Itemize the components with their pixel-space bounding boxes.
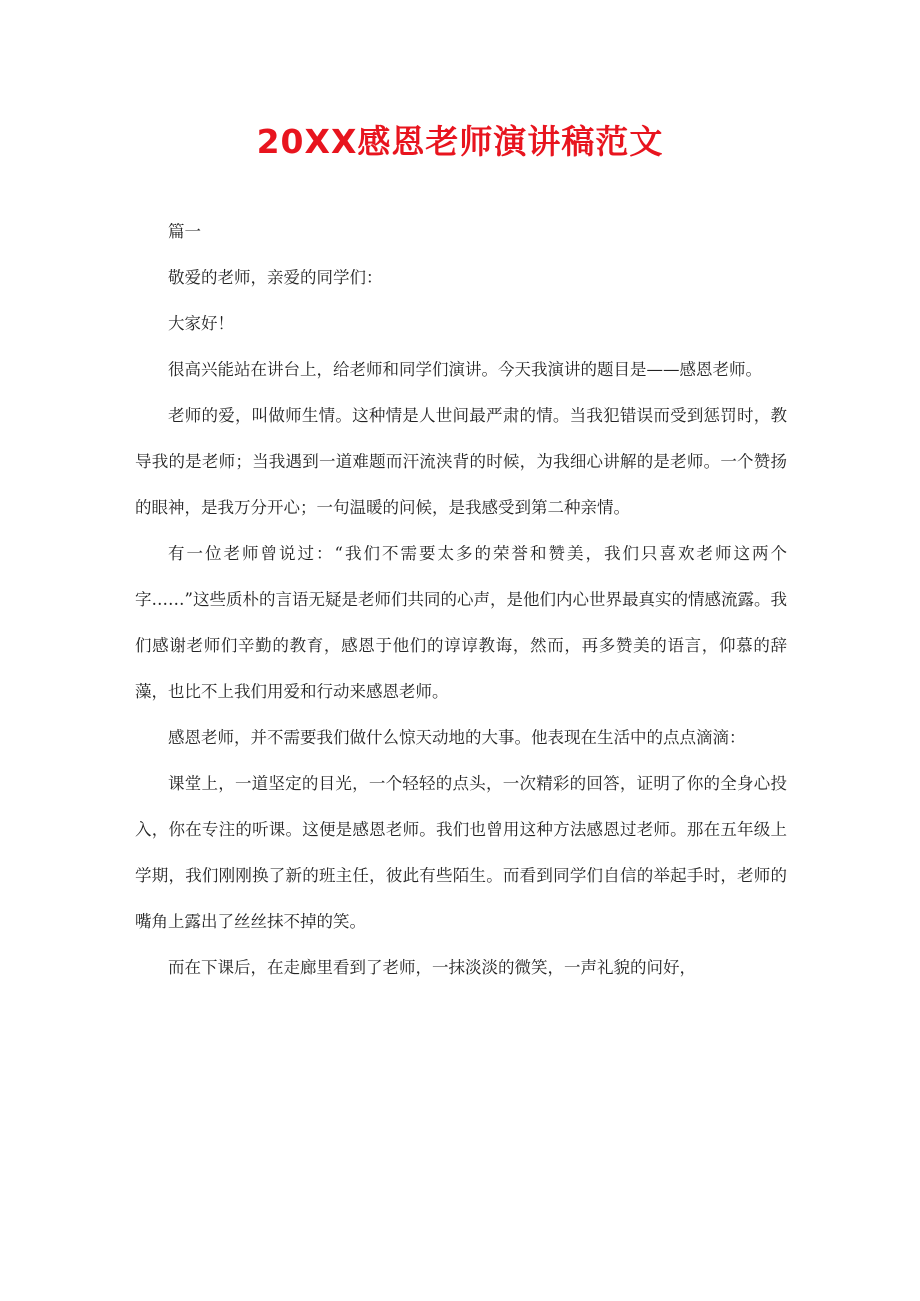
paragraph-intro: 很高兴能站在讲台上，给老师和同学们演讲。今天我演讲的题目是——感恩老师。	[168, 360, 762, 379]
document-body	[135, 209, 787, 991]
paragraph-teacher-love: 老师的爱，叫做师生情。这种情是人世间最严肃的情。当我犯错误而受到惩罚时，教导我的是老师；当我遇到一道难题而汗流浃背的时候，为我细心讲解的是老师。一个赞扬的眼神，是我万分开心；一句温暖的问候，是我感受到第二种亲情。	[135, 406, 787, 517]
paragraph-teacher-quote: 有一位老师曾说过：“我们不需要太多的荣誉和赞美，我们只喜欢老师这两个字……”这些质朴的言语无疑是老师们共同的心声，是他们内心世界最真实的情感流露。我们感谢老师们辛勤的教育，感恩于他们的谆谆教诲，然而，再多赞美的语言，仰慕的辞藻，也比不上我们用爱和行动来感恩老师。	[135, 544, 787, 701]
paragraph-classroom: 课堂上，一道坚定的目光，一个轻轻的点头，一次精彩的回答，证明了你的全身心投入，你在专注的听课。这便是感恩老师。我们也曾用这种方法感恩过老师。那在五年级上学期，我们刚刚换了新的班主任，彼此有些陌生。而看到同学们自信的举起手时，老师的嘴角上露出了丝丝抹不掉的笑。	[135, 774, 787, 931]
paragraph-gratitude: 感恩老师，并不需要我们做什么惊天动地的大事。他表现在生活中的点点滴滴：	[168, 728, 746, 747]
greeting: 大家好！	[168, 314, 234, 333]
paragraph-after-class: 而在下课后，在走廊里看到了老师，一抹淡淡的微笑，一声礼貌的问好，	[168, 958, 696, 977]
section-heading: 篇一	[168, 222, 201, 241]
salutation: 敬爱的老师，亲爱的同学们：	[168, 268, 383, 287]
document-title: 20XX感恩老师演讲稿范文	[256, 122, 664, 161]
